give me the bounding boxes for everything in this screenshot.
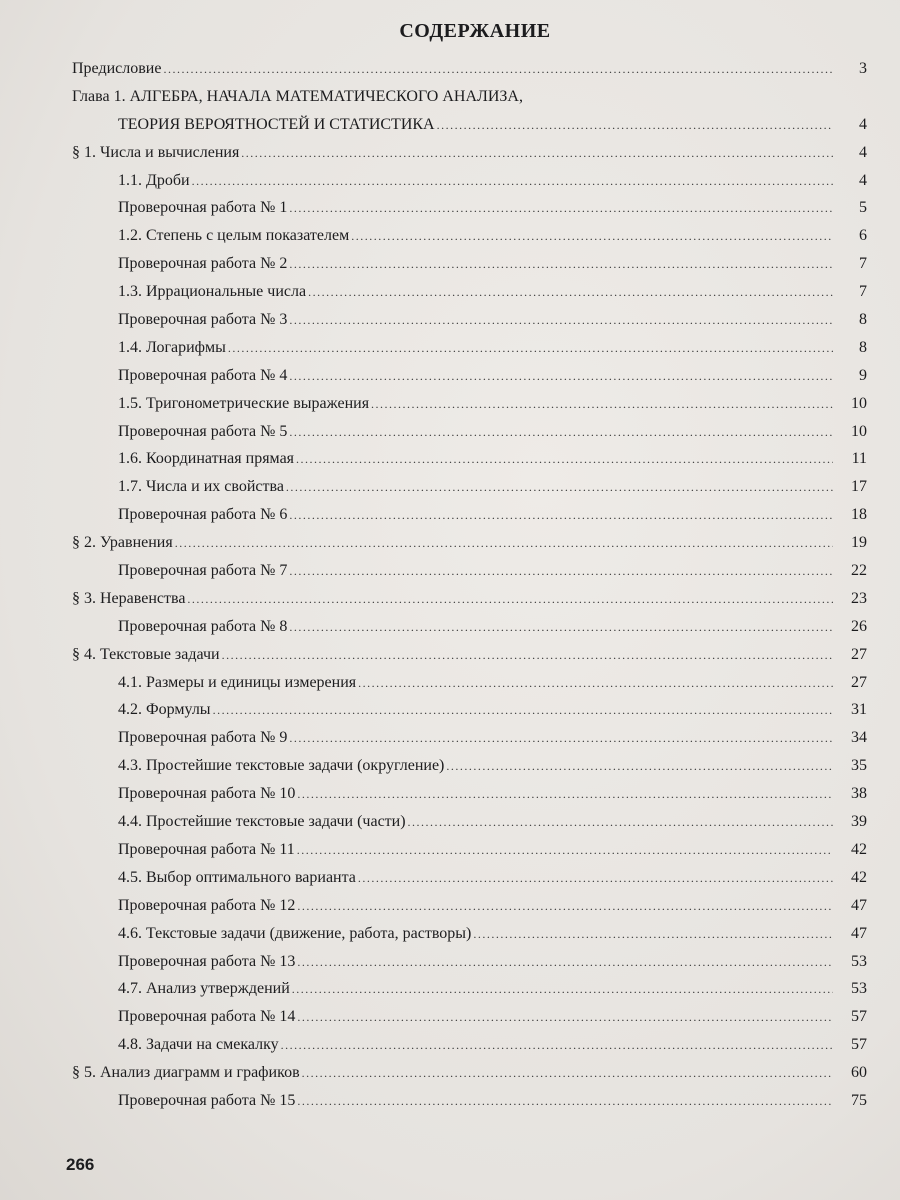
toc-entry-page: 39: [851, 813, 867, 831]
toc-entry-label: Проверочная работа № 9: [118, 729, 288, 747]
dot-leader: [187, 586, 833, 614]
dot-leader: [286, 474, 833, 502]
toc-entry-label: § 1. Числа и вычисления: [72, 143, 240, 161]
toc-entry-page: 34: [851, 729, 867, 747]
toc-entry-label: Проверочная работа № 10: [118, 785, 296, 803]
toc-entry-page: 17: [851, 478, 867, 496]
dot-leader: [358, 865, 833, 893]
toc-entry-page: 27: [851, 645, 867, 663]
toc-entry: [72, 948, 867, 976]
toc-entry-page: 27: [851, 673, 867, 691]
page-number: 266: [66, 1155, 95, 1174]
dot-leader: [289, 419, 833, 447]
toc-entry-page: 7: [859, 283, 867, 301]
toc-entry: [72, 529, 867, 557]
dot-leader: [163, 56, 833, 84]
toc-entry: [72, 752, 867, 780]
toc-entry-page: 8: [859, 311, 867, 329]
toc-entry-page: 3: [859, 60, 867, 77]
toc-entry-label: 1.7. Числа и их свойства: [118, 478, 284, 496]
toc-entry-label: Проверочная работа № 7: [118, 562, 288, 580]
table-of-contents: [72, 55, 867, 1115]
dot-leader: [289, 363, 833, 391]
toc-entry-page: 10: [851, 422, 867, 440]
toc-entry-label: Проверочная работа № 4: [118, 366, 288, 384]
dot-leader: [289, 614, 833, 642]
toc-entry-label: Проверочная работа № 13: [118, 952, 296, 970]
toc-entry-page: 47: [851, 924, 867, 942]
dot-leader: [289, 307, 833, 335]
dot-leader: [289, 558, 833, 586]
toc-entry-page: 53: [851, 980, 867, 998]
toc-entry: [72, 334, 867, 362]
dot-leader: [297, 893, 833, 921]
toc-entry-page: 38: [851, 785, 867, 803]
toc-entry-page: 60: [851, 1064, 867, 1082]
toc-entry: [72, 139, 867, 167]
toc-entry-label: 4.3. Простейшие текстовые задачи (округление): [118, 757, 445, 775]
toc-entry-page: 4: [859, 143, 867, 161]
toc-entry-label: 4.4. Простейшие текстовые задачи (части): [118, 813, 406, 831]
toc-entry-label: 1.3. Иррациональные числа: [118, 283, 307, 301]
toc-entry-label: 1.5. Тригонометрические выражения: [118, 394, 370, 412]
toc-entry-label: 4.6. Текстовые задачи (движение, работа, растворы): [118, 924, 472, 942]
toc-entry-label: Проверочная работа № 2: [118, 255, 288, 273]
toc-entry-label: 1.4. Логарифмы: [118, 338, 226, 356]
toc-entry: [72, 892, 867, 920]
toc-entry-label: 1.6. Координатная прямая: [118, 450, 295, 468]
dot-leader: [351, 223, 833, 251]
dot-leader: [241, 140, 833, 168]
toc-entry-page: 5: [859, 199, 867, 217]
dot-leader: [302, 1060, 833, 1088]
dot-leader: [308, 279, 833, 307]
toc-entry-label: 1.1. Дроби: [118, 171, 190, 189]
toc-entry-page: 42: [851, 840, 867, 858]
dot-leader: [175, 530, 833, 558]
dot-leader: [297, 781, 833, 809]
toc-entry-page: 4: [859, 115, 867, 133]
toc-entry: [72, 585, 867, 613]
toc-entry: [72, 864, 867, 892]
dot-leader: [296, 446, 833, 474]
toc-entry: [72, 111, 867, 139]
dot-leader: [213, 697, 833, 725]
toc-entry-label: Предисловие: [72, 60, 162, 77]
toc-entry: [72, 473, 867, 501]
page-title: СОДЕРЖАНИЕ: [399, 20, 551, 42]
toc-entry-page: 7: [859, 255, 867, 273]
toc-entry: [72, 808, 867, 836]
dot-leader: [473, 921, 833, 949]
toc-entry-page: 53: [851, 952, 867, 970]
toc-entry: [72, 780, 867, 808]
toc-entry-label: § 3. Неравенства: [72, 589, 186, 607]
toc-entry-label: Проверочная работа № 1: [118, 199, 288, 217]
dot-leader: [289, 195, 833, 223]
toc-entry: [72, 696, 867, 724]
toc-entry-label: Проверочная работа № 3: [118, 311, 288, 329]
toc-entry-page: 57: [851, 1036, 867, 1054]
toc-entry-page: 23: [851, 589, 867, 607]
dot-leader: [289, 251, 833, 279]
toc-entry-label: Проверочная работа № 15: [118, 1091, 296, 1109]
toc-entry-label: 4.2. Формулы: [118, 701, 211, 719]
toc-entry-page: 22: [851, 562, 867, 580]
toc-entry: [72, 278, 867, 306]
toc-entry: [72, 1031, 867, 1059]
toc-entry-label: 4.7. Анализ утверждений: [118, 980, 290, 998]
dot-leader: [222, 642, 833, 670]
dot-leader: [358, 670, 833, 698]
toc-entry: [72, 1087, 867, 1115]
dot-leader: [289, 502, 833, 530]
toc-entry-label: § 5. Анализ диаграмм и графиков: [72, 1064, 300, 1082]
toc-entry-label: Проверочная работа № 14: [118, 1008, 296, 1026]
toc-entry: [72, 501, 867, 529]
toc-entry-label: § 4. Текстовые задачи: [72, 645, 220, 663]
toc-entry: [72, 167, 867, 195]
toc-entry-label: Проверочная работа № 11: [118, 840, 295, 858]
toc-entry-page: 9: [859, 366, 867, 384]
dot-leader: [297, 837, 833, 865]
toc-entry-label: § 2. Уравнения: [72, 534, 173, 552]
toc-entry: [72, 83, 867, 111]
toc-entry-page: 10: [851, 394, 867, 412]
toc-entry: [72, 1059, 867, 1087]
toc-entry: [72, 975, 867, 1003]
toc-entry: [72, 222, 867, 250]
toc-entry-page: 75: [851, 1091, 867, 1109]
toc-entry-label: Проверочная работа № 5: [118, 422, 288, 440]
toc-entry: [72, 362, 867, 390]
toc-entry-page: 8: [859, 338, 867, 356]
toc-entry-label: Глава 1. АЛГЕБРА, НАЧАЛА МАТЕМАТИЧЕСКОГО АНАЛИЗА,: [72, 87, 523, 105]
toc-entry-page: 47: [851, 896, 867, 914]
toc-entry-page: 26: [851, 617, 867, 635]
toc-entry: [72, 669, 867, 697]
toc-entry-page: 18: [851, 506, 867, 524]
toc-entry-label: Проверочная работа № 6: [118, 506, 288, 524]
toc-entry: [72, 836, 867, 864]
toc-entry-page: 31: [851, 701, 867, 719]
dot-leader: [281, 1032, 833, 1060]
toc-entry: [72, 445, 867, 473]
toc-entry-page: 6: [859, 227, 867, 245]
dot-leader: [228, 335, 833, 363]
toc-entry-label: 4.5. Выбор оптимального варианта: [118, 868, 356, 886]
toc-entry: [72, 306, 867, 334]
dot-leader: [297, 949, 833, 977]
dot-leader: [192, 168, 833, 196]
dot-leader: [289, 725, 833, 753]
toc-entry: [72, 557, 867, 585]
toc-entry-label: Проверочная работа № 12: [118, 896, 296, 914]
toc-entry-page: 11: [851, 450, 867, 468]
dot-leader: [371, 391, 833, 419]
dot-leader: [408, 809, 833, 837]
toc-entry: [72, 613, 867, 641]
toc-entry-page: 57: [851, 1008, 867, 1026]
toc-entry-page: 19: [851, 534, 867, 552]
toc-entry: [72, 724, 867, 752]
toc-entry-page: 35: [851, 757, 867, 775]
toc-entry: [72, 390, 867, 418]
toc-entry: [72, 250, 867, 278]
toc-entry-page: 4: [859, 171, 867, 189]
toc-entry-label: Проверочная работа № 8: [118, 617, 288, 635]
toc-entry: [72, 641, 867, 669]
toc-entry: [72, 920, 867, 948]
toc-entry-label: 4.8. Задачи на смекалку: [118, 1036, 279, 1054]
dot-leader: [446, 753, 833, 781]
toc-entry: [72, 194, 867, 222]
toc-entry-label: 4.1. Размеры и единицы измерения: [118, 673, 357, 691]
toc-entry: [72, 418, 867, 446]
toc-entry: [72, 1003, 867, 1031]
toc-entry-page: 42: [851, 868, 867, 886]
dot-leader: [297, 1004, 833, 1032]
dot-leader: [437, 112, 833, 140]
dot-leader: [297, 1088, 833, 1116]
toc-entry-label: 1.2. Степень с целым показателем: [118, 227, 350, 245]
toc-entry-label: ТЕОРИЯ ВЕРОЯТНОСТЕЙ И СТАТИСТИКА: [118, 115, 435, 133]
toc-entry: [72, 55, 867, 83]
dot-leader: [292, 976, 833, 1004]
